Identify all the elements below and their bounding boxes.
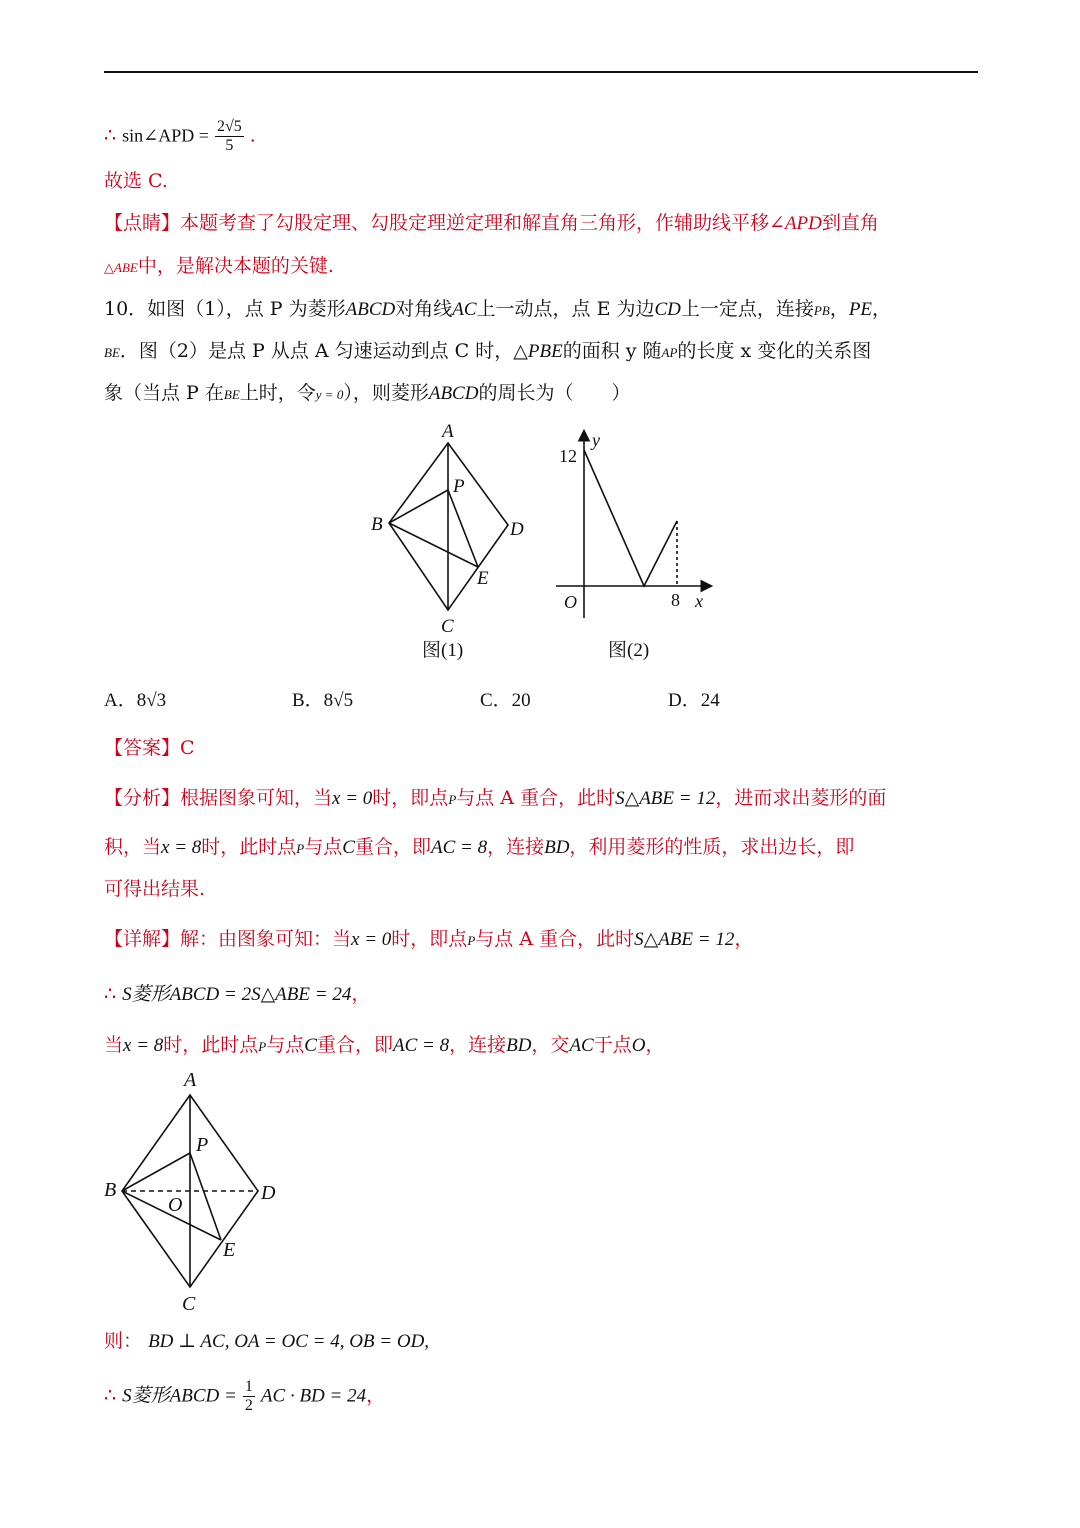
question-line-2 — [104, 338, 871, 366]
a-math: x = 0 — [332, 788, 373, 809]
tick-8: 8 — [671, 590, 680, 610]
d-text: 与点 A 重合，此时 — [475, 928, 635, 950]
a-math: AC = 8 — [430, 837, 488, 858]
a-text: 根据图象可知，当 — [180, 787, 333, 809]
label-o: O — [168, 1194, 183, 1216]
detail-tag: 【详解】 — [104, 928, 181, 950]
then-label: 则： — [104, 1330, 143, 1352]
therefore-symbol: ∴ — [104, 983, 117, 1005]
d-text: 于点 — [593, 1034, 632, 1056]
answer-value: C — [180, 737, 195, 759]
fraction-numerator: 1 — [244, 1378, 253, 1395]
label-a: A — [442, 421, 454, 442]
d-text: ，交 — [531, 1034, 570, 1056]
q-text: 的面积 y 随 — [562, 340, 662, 362]
area-lhs: S菱形ABCD = — [122, 1385, 237, 1407]
q-text: 象（当点 P 在 — [104, 382, 224, 404]
answer-tag: 【答案】 — [104, 737, 181, 759]
choose-c-line: 故选 C. — [104, 170, 168, 192]
label-c: C — [441, 616, 454, 637]
q-math: CD — [654, 299, 681, 320]
d-math: S△ABE = 12 — [634, 929, 735, 950]
q-math: PBE — [527, 341, 563, 362]
q-text: 上一动点，点 E 为边 — [476, 298, 655, 320]
a-text: 与点 A 重合，此时 — [456, 787, 616, 809]
figure-1-rhombus — [360, 415, 540, 665]
d-text: 当 — [104, 1034, 124, 1056]
caption-fig2: 图(2) — [608, 640, 650, 661]
label-d: D — [510, 519, 524, 540]
label-x: x — [695, 591, 703, 611]
figure-3-rhombus — [96, 1065, 296, 1320]
label-p: P — [196, 1134, 209, 1156]
a-text: ，利用菱形的性质，求出边长，即 — [569, 836, 855, 858]
detail-line-2 — [104, 981, 370, 1008]
label-b: B — [371, 514, 383, 535]
d-text: ，连接 — [449, 1034, 507, 1056]
q-math: AP — [661, 345, 678, 360]
label-a: A — [184, 1069, 197, 1091]
a-text: ，进而求出菱形的面 — [715, 787, 887, 809]
d-math: AC — [569, 1035, 594, 1056]
comment-text: 本题考查了勾股定理、勾股定理逆定理和解直角三角形，作辅助线平移 — [180, 212, 770, 234]
q-text: 的周长为（ ） — [478, 382, 631, 404]
analysis-line-2 — [104, 834, 854, 862]
segment-be — [389, 523, 478, 567]
q-text: 上时，令 — [239, 382, 316, 404]
comment-text: 中，是解决本题的关键. — [137, 255, 334, 277]
area-rhs: AC · BD = 24 — [260, 1385, 367, 1407]
therefore-symbol: ∴ — [104, 124, 117, 147]
analysis-tag: 【分析】 — [104, 787, 181, 809]
q-math: ABCD — [345, 299, 396, 320]
label-b: B — [104, 1179, 117, 1201]
d-math: x = 0 — [351, 929, 392, 950]
d-text: 重合，即 — [316, 1034, 393, 1056]
comment-line-2 — [104, 253, 334, 281]
label-origin: O — [564, 592, 577, 612]
q-math: PB — [813, 303, 830, 318]
fraction-numerator: 2√5 — [216, 118, 242, 135]
q-text: ， — [829, 298, 849, 320]
graph-line — [584, 450, 677, 586]
q-text: 上一定点，连接 — [680, 298, 814, 320]
q-text: ），则菱形 — [343, 382, 429, 404]
analysis-line-3: 可得出结果. — [104, 878, 206, 900]
a-math: BD — [544, 837, 570, 858]
detail-line-1 — [104, 926, 753, 954]
q-text: 对角线 — [395, 298, 453, 320]
d-text: 解：由图象可知：当 — [180, 928, 352, 950]
d-text: ， — [734, 928, 754, 950]
a-text: 重合，即 — [354, 836, 431, 858]
q-text: ．图（2）是点 P 从点 A 匀速运动到点 C 时，△ — [119, 340, 528, 362]
d-text: ， — [645, 1034, 665, 1056]
triangle-abe: △ABE — [104, 260, 138, 275]
d-math: AC = 8 — [392, 1035, 450, 1056]
label-e: E — [477, 568, 489, 589]
tick-12: 12 — [559, 446, 577, 466]
comment-text: 到直角 — [821, 212, 879, 234]
d-text: ， — [351, 983, 371, 1005]
therefore-symbol: ∴ — [104, 1384, 117, 1407]
label-y: y — [592, 430, 600, 450]
d-math: C — [304, 1035, 317, 1056]
period: . — [249, 124, 256, 147]
option-c[interactable]: C．20 — [480, 690, 531, 711]
caption-fig1: 图(1) — [422, 640, 464, 661]
a-math: P — [296, 841, 305, 856]
q-math: AC — [452, 299, 477, 320]
label-e: E — [223, 1239, 236, 1261]
d-math: P — [467, 933, 476, 948]
then-expression: BD ⊥ AC, OA = OC = 4, OB = OD, — [148, 1331, 430, 1352]
comment-line-1 — [104, 210, 879, 237]
q-text: ， — [872, 298, 892, 320]
analysis-line-1 — [104, 785, 886, 813]
a-text: 积，当 — [104, 836, 162, 858]
sin-result-line — [104, 118, 256, 155]
comma: ， — [366, 1384, 386, 1407]
option-d[interactable]: D．24 — [668, 690, 720, 711]
half-fraction — [243, 1378, 255, 1415]
d-math: P — [258, 1039, 267, 1054]
answer-line — [104, 735, 195, 761]
q-text: 的长度 x 变化的关系图 — [677, 340, 872, 362]
a-text: ，连接 — [487, 836, 545, 858]
segment-pb — [389, 490, 448, 523]
a-math: x = 8 — [161, 837, 202, 858]
area-formula-line — [104, 1378, 385, 1415]
q-math: ABCD — [428, 383, 479, 404]
question-line-3 — [104, 380, 630, 408]
segment-pb — [122, 1153, 190, 1191]
option-a[interactable]: A．8√3 — [104, 690, 167, 711]
a-text: 时，此时点 — [201, 836, 297, 858]
label-d: D — [261, 1182, 276, 1204]
top-rule — [104, 71, 978, 73]
option-b[interactable]: B．8√5 — [292, 690, 354, 711]
question-line-1 — [104, 296, 891, 324]
sin-fraction — [215, 118, 244, 155]
segment-pe — [448, 490, 478, 567]
a-text: 与点 — [304, 836, 343, 858]
d-text: 时，即点 — [391, 928, 468, 950]
d-math: S菱形ABCD = 2S△ABE = 24 — [122, 984, 352, 1005]
q-math: PE — [848, 299, 873, 320]
fraction-denominator: 2 — [244, 1397, 253, 1414]
d-math: x = 8 — [123, 1035, 164, 1056]
d-math: O — [631, 1035, 646, 1056]
q-math: y = 0 — [315, 387, 344, 402]
a-math: S△ABE = 12 — [615, 788, 716, 809]
d-math: BD — [506, 1035, 532, 1056]
q-math: BE — [104, 345, 120, 360]
q-text: 10．如图（1），点 P 为菱形 — [104, 298, 346, 320]
d-text: 与点 — [266, 1034, 305, 1056]
detail-line-3 — [104, 1032, 664, 1060]
a-math: C — [342, 837, 355, 858]
label-p: P — [453, 476, 465, 497]
sin-expression: sin∠APD = — [122, 125, 209, 146]
q-math: BE — [223, 387, 240, 402]
figure-2-graph — [548, 420, 728, 665]
comment-tag: 【点睛】 — [104, 212, 181, 234]
a-text: 时，即点 — [372, 787, 449, 809]
label-c: C — [182, 1293, 196, 1315]
fraction-denominator: 5 — [225, 137, 234, 154]
d-text: 时，此时点 — [163, 1034, 259, 1056]
then-line — [104, 1328, 429, 1355]
angle-apd: ∠APD — [769, 213, 822, 234]
a-math: P — [448, 792, 457, 807]
